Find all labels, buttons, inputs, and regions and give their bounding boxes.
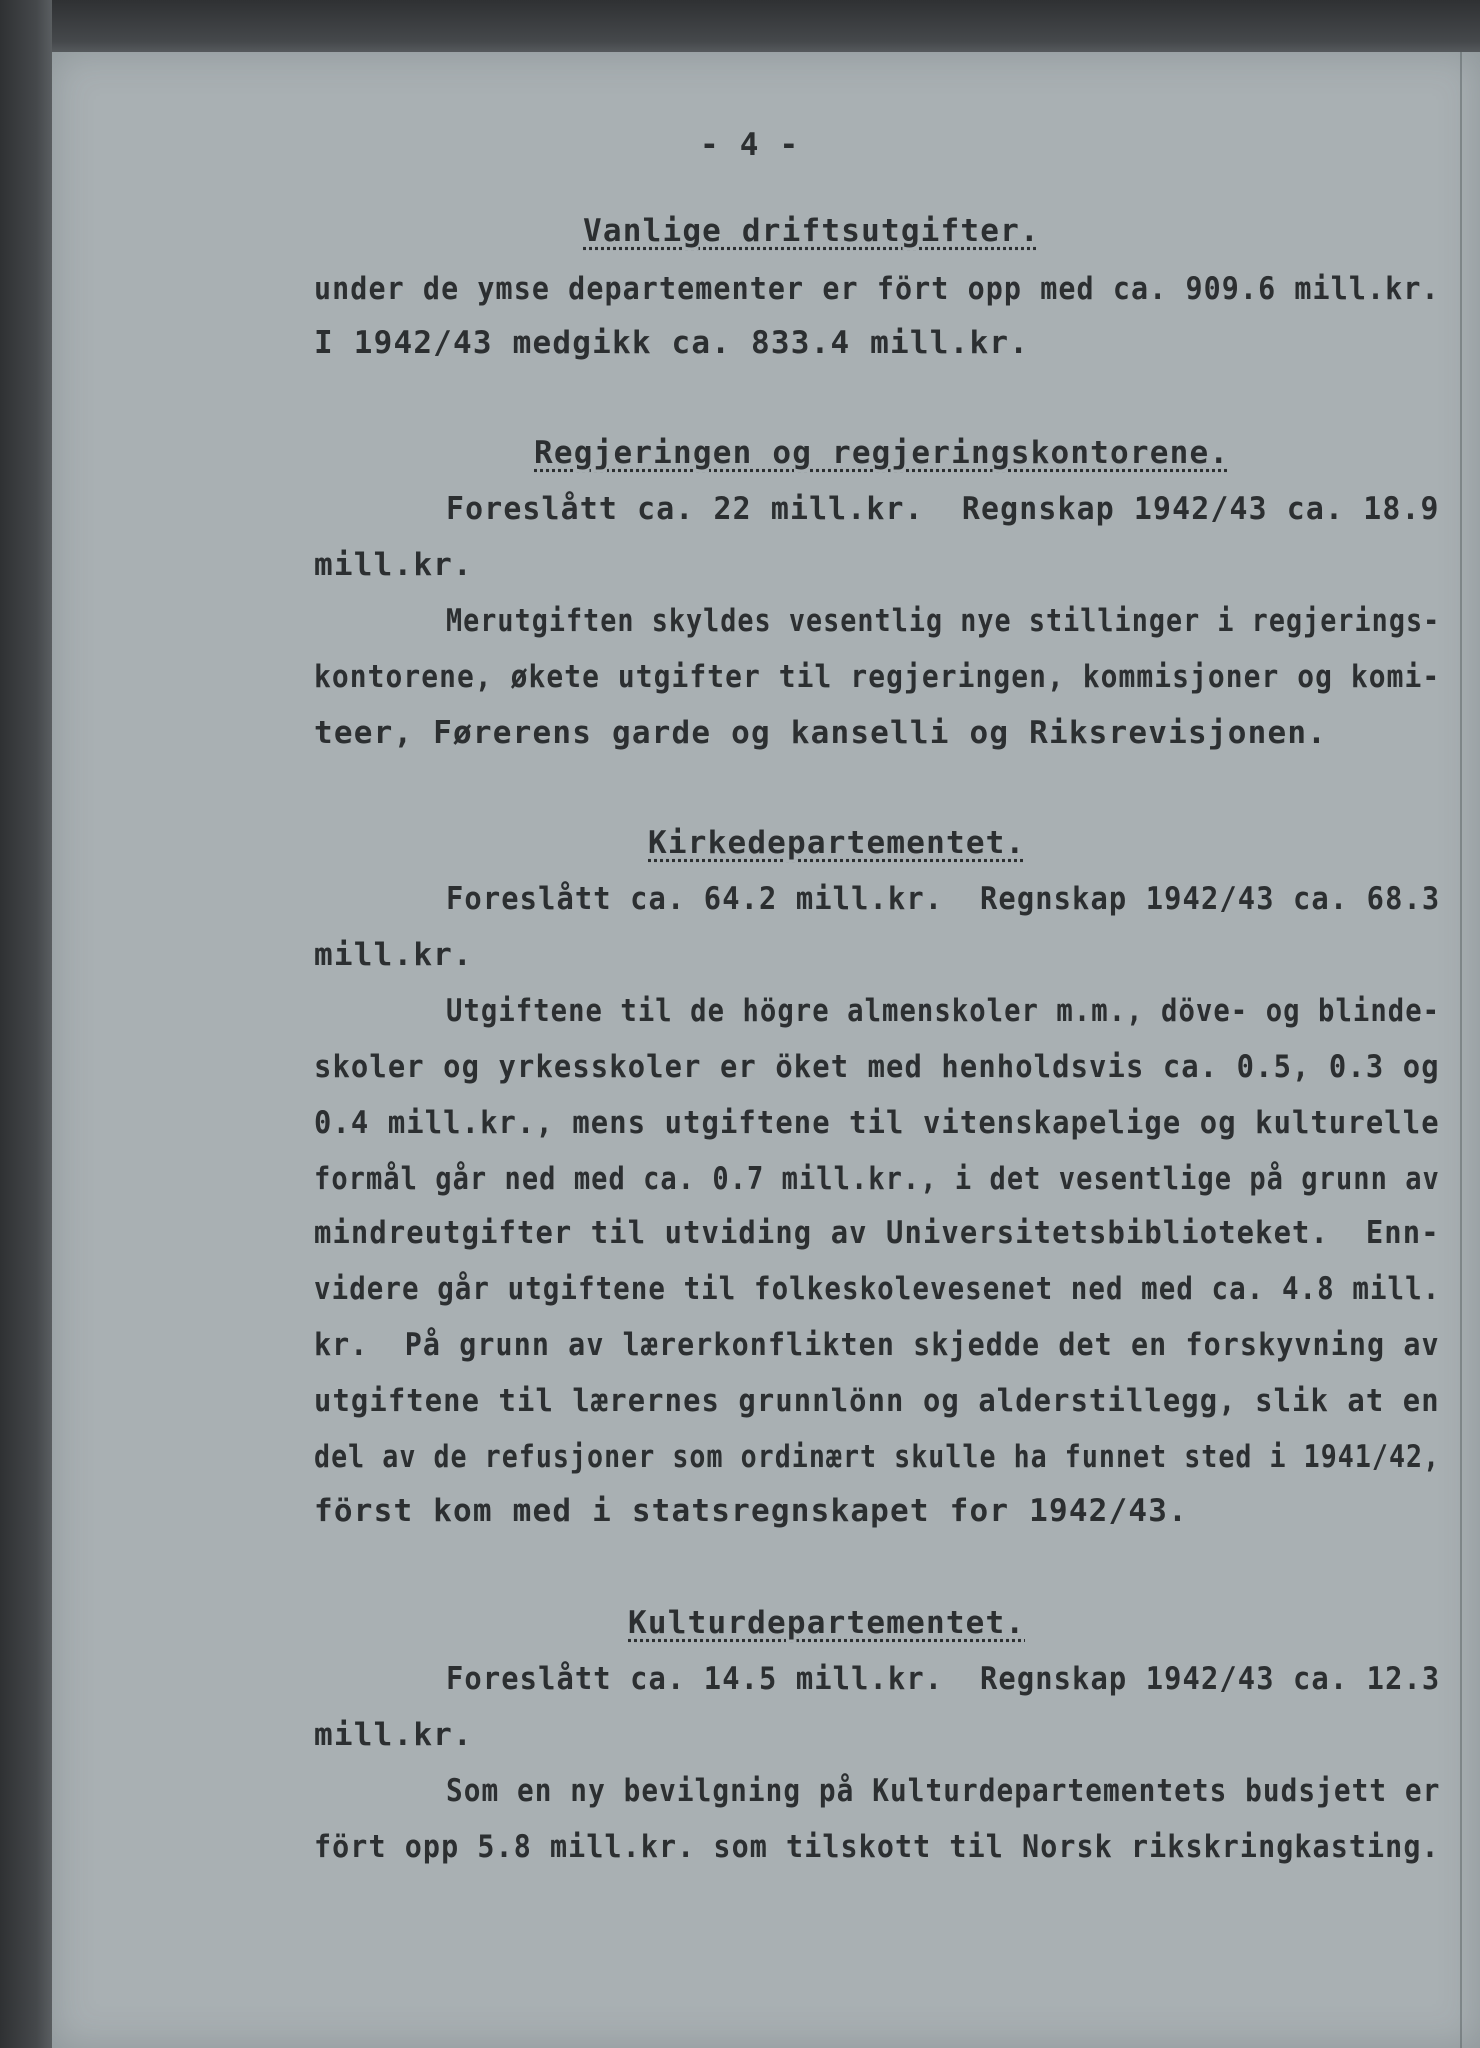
body-line: videre går utgiftene til folkeskolevesenet ned med ca. 4.8 mill. [314,1271,1441,1307]
body-line: Som en ny bevilgning på Kulturdepartementets budsjett er [446,1773,1441,1809]
body-line: först kom med i statsregnskapet for 1942/43. [314,1493,1188,1529]
section-heading-vanlige-driftsutgifter: Vanlige driftsutgifter. [583,213,1040,249]
body-line: fört opp 5.8 mill.kr. som tilskott til Norsk rikskringkasting. [314,1829,1440,1865]
scan-top-edge [0,0,1480,52]
body-line: kr. På grunn av lærerkonflikten skjedde det en forskyvning av [314,1327,1440,1363]
body-line: mindreutgifter til utviding av Universitetsbiblioteket. Enn- [314,1215,1440,1251]
section-heading-kulturdepartementet: Kulturdepartementet. [628,1605,1026,1641]
body-line: Foreslått ca. 22 mill.kr. Regnskap 1942/43 ca. 18.9 [446,491,1440,527]
body-line: mill.kr. [314,937,473,973]
body-line: Foreslått ca. 14.5 mill.kr. Regnskap 1942/43 ca. 12.3 [446,1661,1441,1697]
page-fold-line [1460,52,1462,2048]
page-number: - 4 - [700,127,800,163]
body-line: utgiftene til lærernes grunnlönn og alderstillegg, slik at en [314,1383,1440,1419]
body-line: under de ymse departementer er fört opp med ca. 909.6 mill.kr. [314,271,1440,307]
body-line: Merutgiften skyldes vesentlig nye stillinger i regjerings- [446,603,1441,639]
body-line: kontorene, økete utgifter til regjeringen, kommisjoner og komi- [314,659,1441,695]
body-line: Utgiftene til de högre almenskoler m.m., döve- og blinde- [446,993,1441,1029]
scan-binding-edge [0,0,52,2048]
body-line: mill.kr. [314,547,473,583]
body-line: teer, Førerens garde og kanselli og Riksrevisjonen. [314,715,1328,751]
body-line: del av de refusjoner som ordinært skulle ha funnet sted i 1941/42, [314,1439,1441,1475]
body-line: Foreslått ca. 64.2 mill.kr. Regnskap 1942/43 ca. 68.3 [446,881,1441,917]
body-line: skoler og yrkesskoler er öket med henholdsvis ca. 0.5, 0.3 og [314,1049,1440,1085]
body-line: formål går ned med ca. 0.7 mill.kr., i det vesentlige på grunn av [314,1161,1440,1197]
body-line: mill.kr. [314,1717,473,1753]
body-line: 0.4 mill.kr., mens utgiftene til vitenskapelige og kulturelle [314,1105,1440,1141]
body-line: I 1942/43 medgikk ca. 833.4 mill.kr. [314,325,1030,361]
section-heading-regjeringen: Regjeringen og regjeringskontorene. [534,435,1230,471]
section-heading-kirkedepartementet: Kirkedepartementet. [648,825,1026,861]
